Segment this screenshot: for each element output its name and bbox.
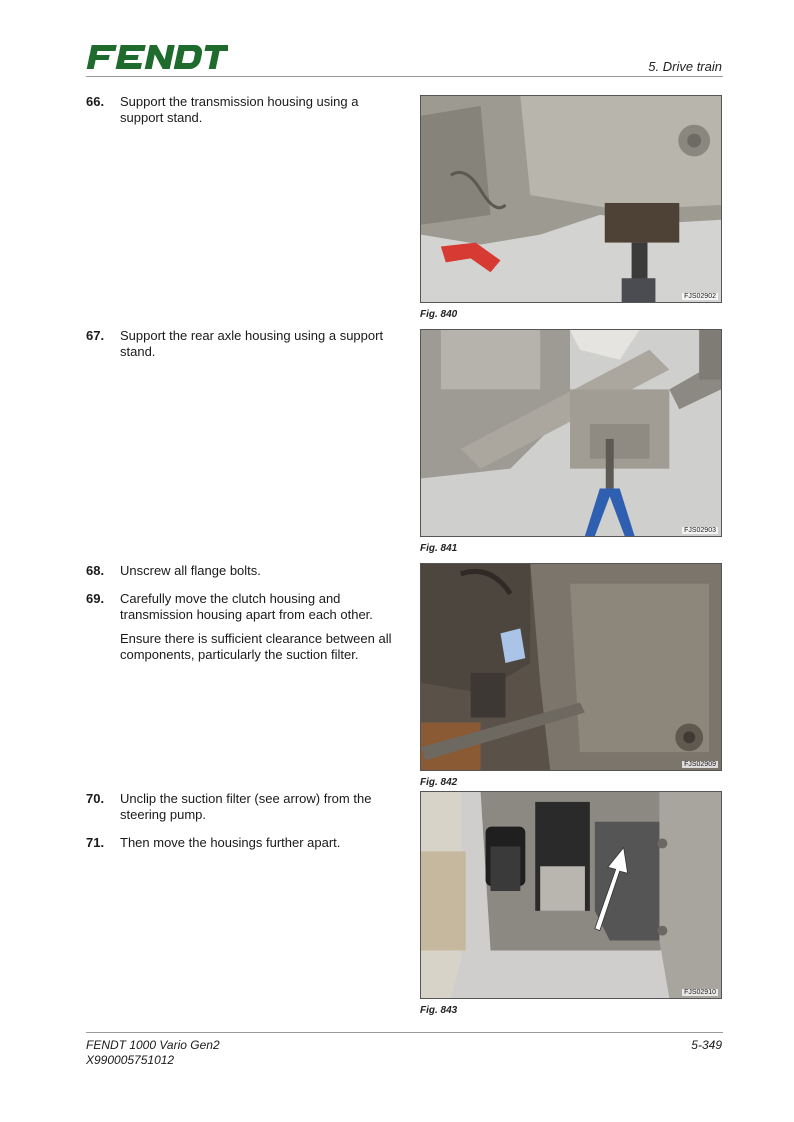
figure-840-photo — [420, 95, 722, 303]
step-71 — [86, 835, 396, 851]
step-text: Unscrew all flange bolts. — [120, 563, 261, 578]
step-70 — [86, 791, 396, 823]
figure-code: FJS02909 — [684, 761, 716, 768]
step-number: 70. — [86, 791, 105, 806]
rear-axle-support-illustration — [421, 330, 721, 536]
footer-doc-number: X990005751012 — [86, 1053, 175, 1067]
figure-843-photo — [420, 791, 722, 999]
figure-code: FJS02903 — [684, 527, 716, 534]
housings-separation-illustration — [421, 564, 721, 770]
figure-code: FJS02902 — [684, 293, 716, 300]
step-number: 71. — [86, 835, 105, 850]
figure-caption: Fig. 842 — [420, 777, 458, 788]
step-69 — [86, 591, 396, 663]
page-number: 5-349 — [691, 1038, 722, 1052]
suction-filter-illustration — [421, 792, 721, 998]
section-title: 5. Drive train — [648, 59, 722, 74]
transmission-support-illustration — [421, 96, 721, 302]
figure-caption: Fig. 843 — [420, 1005, 458, 1016]
footer-info — [86, 1038, 220, 1068]
footer-divider — [86, 1032, 723, 1033]
step-number: 68. — [86, 563, 105, 578]
step-text: Unclip the suction filter (see arrow) from the steering pump. — [120, 791, 372, 822]
step-text: Then move the housings further apart. — [120, 835, 341, 850]
step-67 — [86, 328, 396, 360]
figure-842-photo — [420, 563, 722, 771]
step-text: Carefully move the clutch housing and transmission housing apart from each other. — [120, 591, 373, 622]
step-number: 66. — [86, 94, 105, 109]
figure-code: FJS02910 — [684, 989, 716, 996]
footer-model: FENDT 1000 Vario Gen2 — [86, 1038, 220, 1052]
fendt-logo-graphic — [86, 44, 228, 70]
step-text: Support the transmission housing using a support stand. — [120, 94, 359, 125]
figure-841-photo — [420, 329, 722, 537]
step-68 — [86, 563, 396, 579]
step-66 — [86, 94, 396, 126]
step-number: 69. — [86, 591, 105, 606]
step-number: 67. — [86, 328, 105, 343]
figure-caption: Fig. 841 — [420, 543, 458, 554]
header-divider — [86, 76, 723, 77]
fendt-logo — [86, 44, 228, 75]
step-note: Ensure there is sufficient clearance between all components, particularly the suction filter. — [120, 631, 392, 662]
step-text: Support the rear axle housing using a support stand. — [120, 328, 384, 359]
figure-caption: Fig. 840 — [420, 309, 458, 320]
